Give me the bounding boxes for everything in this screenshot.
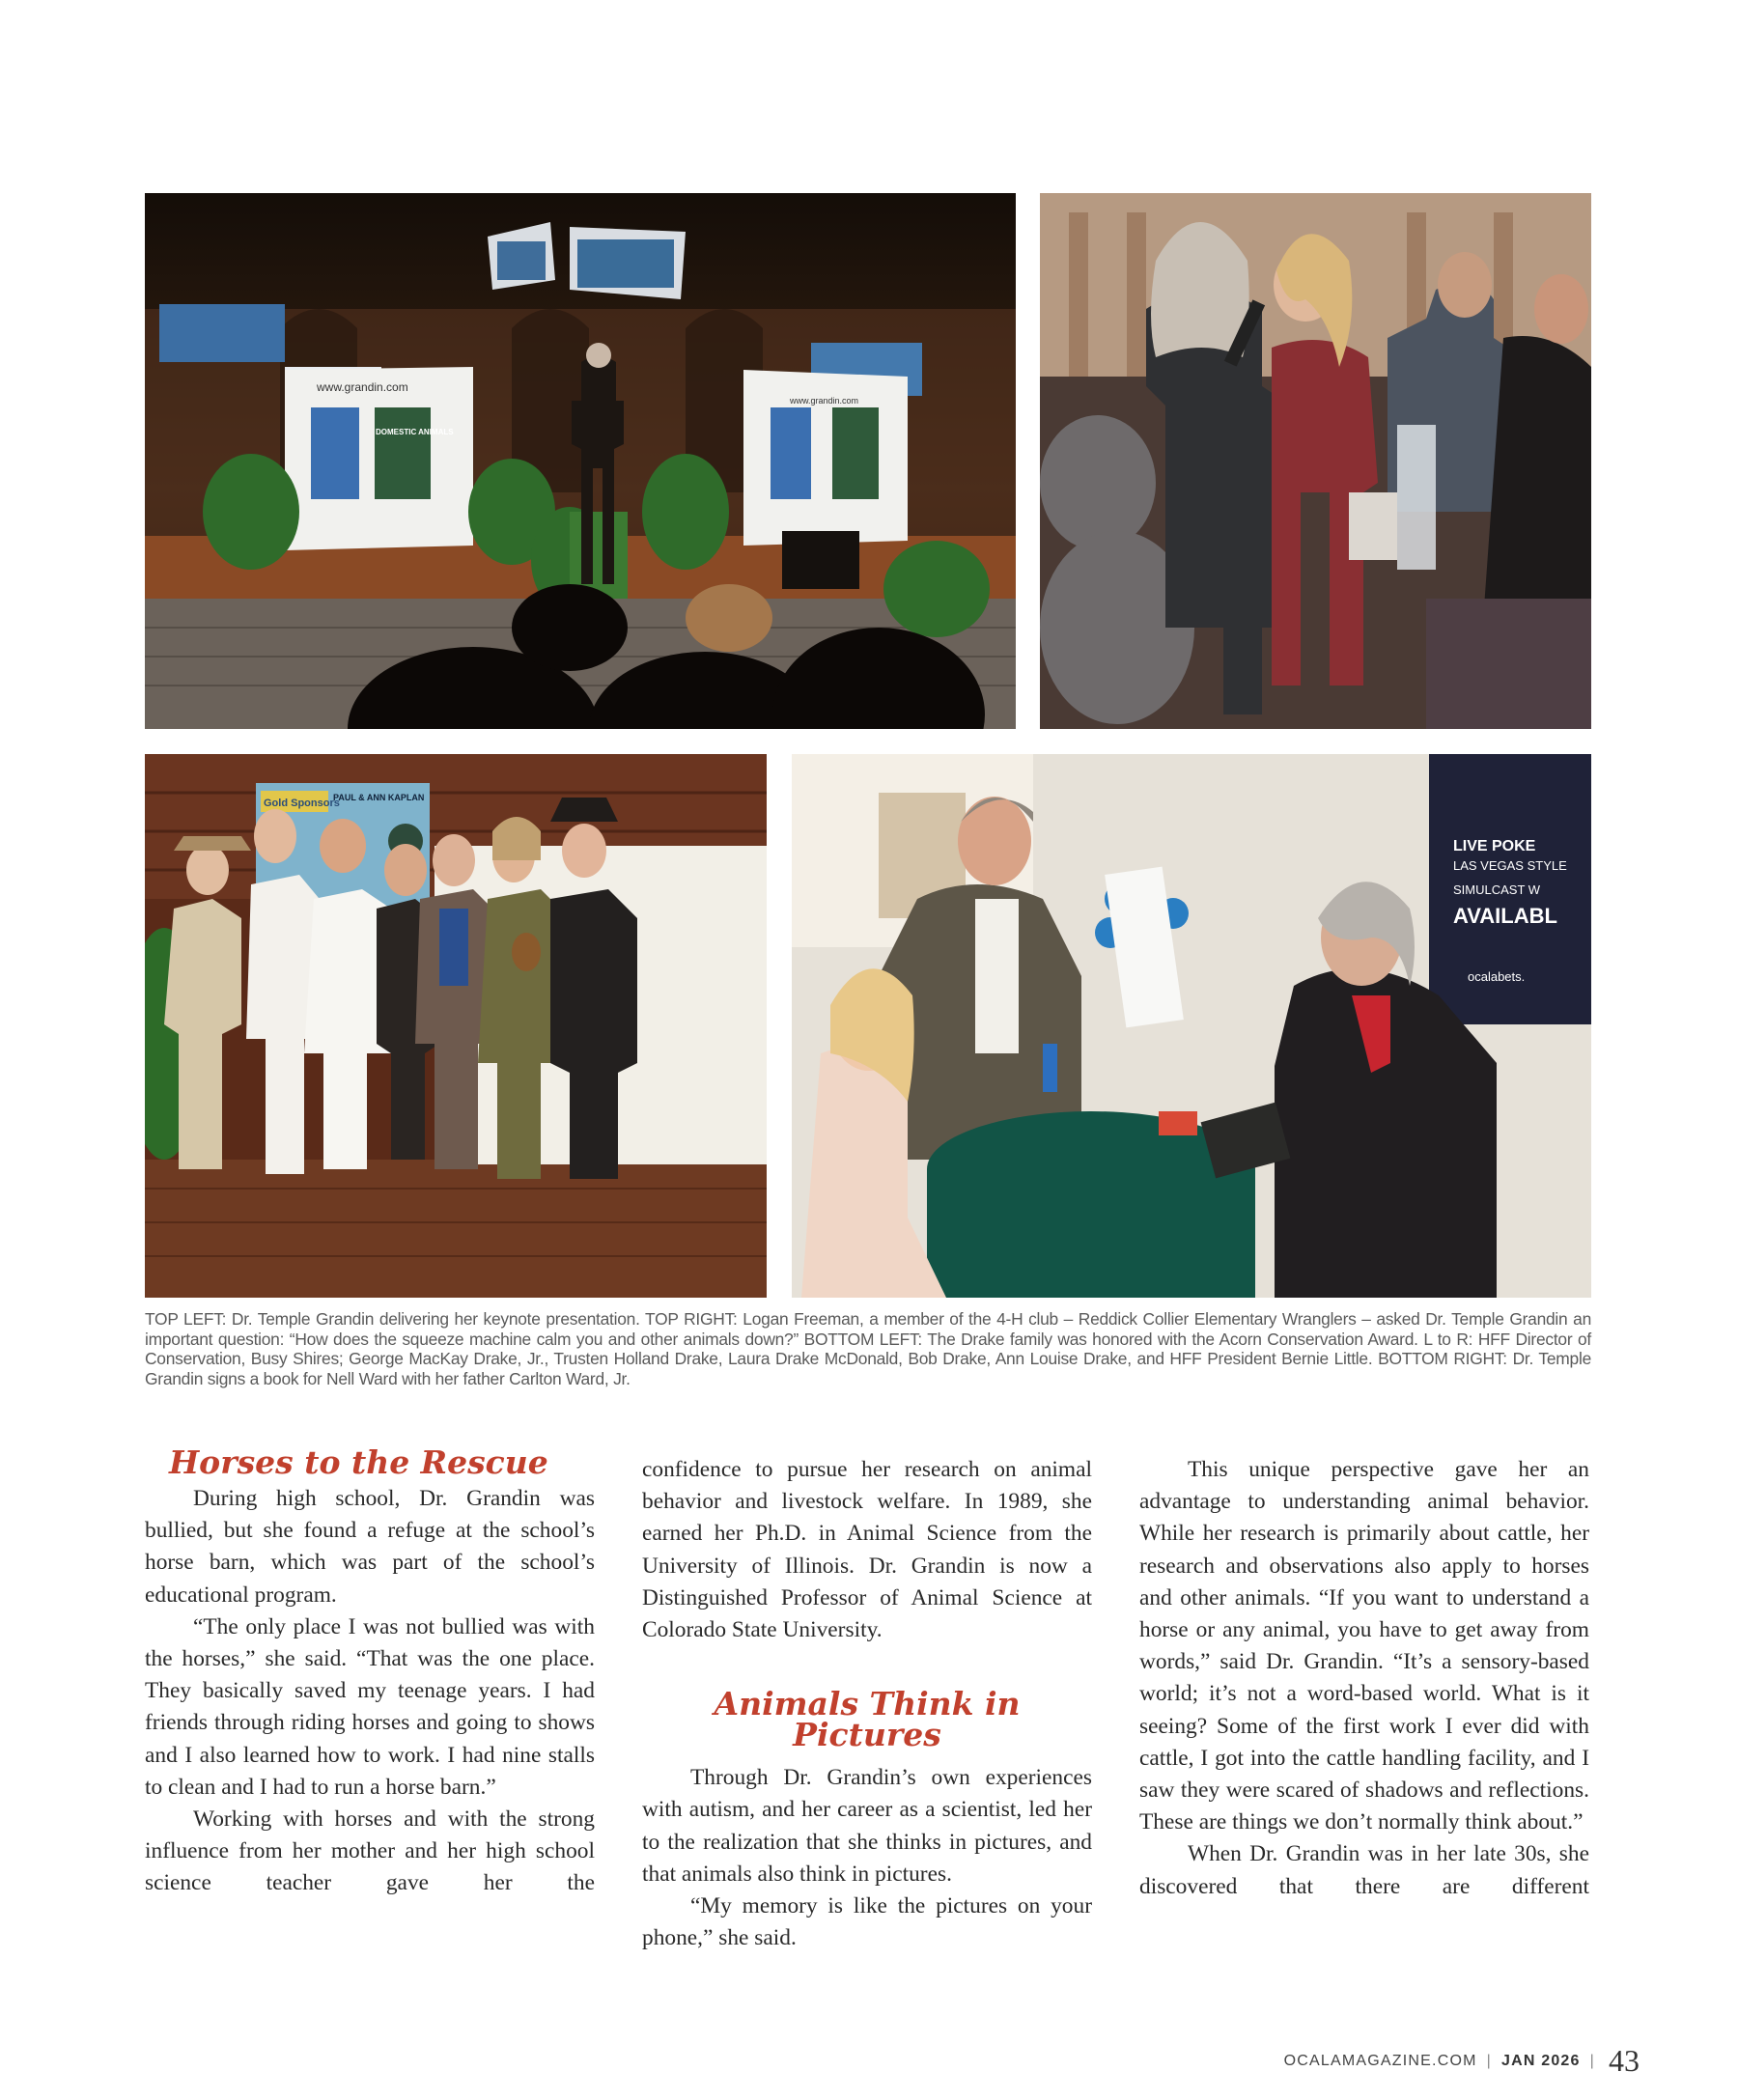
section-heading-animals: Animals Think in Pictures	[714, 1685, 1021, 1754]
sign-line2: LAS VEGAS STYLE	[1453, 858, 1567, 873]
article-column-3	[1139, 1454, 1589, 1903]
paragraph: “The only place I was not bullied was with the horses,” she said. “That was the one place. They basically saved my teenage years. I had friends through riding horses and going to shows and I also learned how to work. I had nine stalls to clean and I had to run a horse barn.”	[145, 1613, 595, 1800]
footer-site: OCALAMAGAZINE.COM	[1283, 2052, 1477, 2069]
screen-url-text: www.grandin.com	[317, 380, 408, 394]
photo-caption: TOP LEFT: Dr. Temple Grandin delivering her keynote presentation. TOP RIGHT: Logan Freeman, a member of the 4-H club – Reddick Collier Elementary Wranglers – asked Dr. Temple Grandin an important question: “How does the squeeze machine calm you and other animals down?” BOTTOM LEFT: The Drake family was honored with the Acorn Conservation Award. L to R: HFF Director of Conservation, Busy Shires; George MacKay Drake, Jr., Trusten Holland Drake, Laura Drake McDonald, Bob Drake, Ann Louise Drake, and HFF President Bernie Little. BOTTOM RIGHT: Dr. Temple Grandin signs a book for Nell Ward with her father Carlton Ward, Jr.	[145, 1309, 1591, 1388]
paragraph: Working with horses and with the strong influence from her mother and her high school science teacher gave her the	[145, 1806, 595, 1896]
paragraph: confidence to pursue her research on animal behavior and livestock welfare. In 1989, she earned her Ph.D. in Animal Science from the University of Illinois. Dr. Grandin is now a Distinguished Professor of Animal Science at Colorado State University.	[642, 1457, 1092, 1643]
photo-top-right	[1040, 193, 1591, 729]
sign-line3: SIMULCAST W	[1453, 882, 1541, 897]
page-number: 43	[1609, 2043, 1640, 2078]
footer-separator: |	[1486, 2052, 1492, 2069]
paragraph: This unique perspective gave her an advantage to understanding animal behavior. While her research is primarily about cattle, her research and observations also apply to horses and other animals. “If you want to understand a horse or any animal, you have to get away from words,” said Dr. Grandin. “It’s a sensory-based world; it’s not a word-based world. What is it seeing? Some of the first work I ever did with cattle, I got into the cattle handling facility, and I saw they were scared of shadows and reflections. These are things we don’t normally think about.”	[1139, 1457, 1589, 1835]
paragraph: During high school, Dr. Grandin was bullied, but she found a refuge at the school’s horse barn, which was part of the school’s educational program.	[145, 1486, 595, 1608]
article-column-1	[145, 1443, 595, 1900]
sponsor-names-text: PAUL & ANN KAPLAN	[333, 793, 425, 802]
footer-issue: JAN 2026	[1500, 2052, 1581, 2069]
photo-bottom-right	[792, 754, 1591, 1298]
paragraph: “My memory is like the pictures on your phone,” she said.	[642, 1893, 1092, 1951]
photo-bottom-left	[145, 754, 767, 1298]
sponsor-banner-text: Gold Sponsors	[264, 798, 340, 809]
article-column-2	[642, 1454, 1092, 1954]
photo-top-left	[145, 193, 1016, 729]
footer-separator: |	[1589, 2052, 1595, 2069]
sign-line5: ocalabets.	[1468, 969, 1526, 984]
screen-url-text-right: www.grandin.com	[790, 396, 859, 406]
section-heading-horses: Horses to the Rescue	[169, 1443, 548, 1481]
sign-line1: LIVE POKE	[1453, 838, 1536, 854]
paragraph: Through Dr. Grandin’s own experiences with autism, and her career as a scientist, led her to the realization that she thinks in pictures, and that animals also think in pictures.	[642, 1765, 1092, 1887]
book-title-text: DOMESTIC ANIMALS	[376, 428, 454, 436]
paragraph: When Dr. Grandin was in her late 30s, she discovered that there are different	[1139, 1841, 1589, 1899]
sign-line4: AVAILABL	[1453, 904, 1557, 928]
page-footer	[1284, 2043, 1640, 2079]
